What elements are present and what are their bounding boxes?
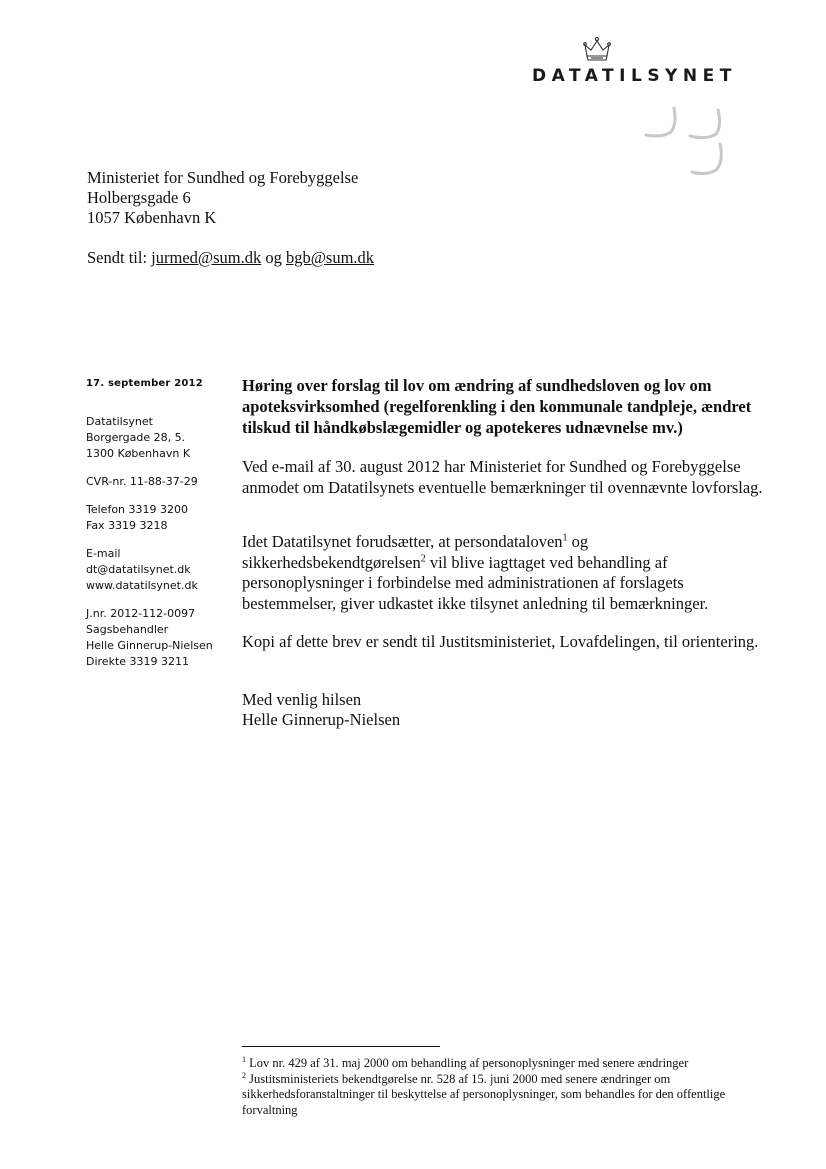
website-link[interactable]: www.datatilsynet.dk <box>86 579 198 592</box>
sent-to-connector: og <box>265 248 282 267</box>
case-number: J.nr. 2012-112-0097 <box>86 607 196 620</box>
paragraph-text: og sikkerhedsbekendtgørelsen <box>242 532 589 572</box>
case-handler-name: Helle Ginnerup-Nielsen <box>86 639 213 652</box>
crown-icon <box>582 36 612 64</box>
direct-phone: Direkte 3319 3211 <box>86 655 190 668</box>
footnote-item <box>242 1072 770 1119</box>
phone-block <box>86 502 226 534</box>
footnote-item <box>242 1056 770 1072</box>
case-handler-label: Sagsbehandler <box>86 623 169 636</box>
email-label: E-mail <box>86 547 121 560</box>
footnotes <box>242 1056 770 1118</box>
contact-block <box>86 546 226 594</box>
email-link-jurmed[interactable]: jurmed@sum.dk <box>151 248 262 267</box>
recipient-line: Holbergsgade 6 <box>87 188 191 207</box>
letter-subject: Høring over forslag til lov om ændring af sundhedsloven og lov om apoteksvirksomhed (regelforenkling i den kommunale tandpleje, ændret tilskud til håndkøbslægemidler og apotekeres udnævnelse mv.) <box>242 376 752 437</box>
phone-line: Telefon 3319 3200 <box>86 503 188 516</box>
sender-address <box>86 414 226 462</box>
paragraph-text: vil blive iagttaget ved behandling af personoplysninger i forbindelse med administrationen af forslagets bestemmelser, giver udkastet ikke tilsynet anledning til bemærkninger. <box>242 552 709 613</box>
logo-swoosh-icon <box>628 104 728 184</box>
recipient-address <box>87 168 358 228</box>
body-paragraph-1: Ved e-mail af 30. august 2012 har Ministeriet for Sundhed og Forebyggelse anmodet om Datatilsynets eventuelle bemærkninger til ovennævnte lovforslag. <box>242 457 763 497</box>
footnote-number: 1 <box>242 1054 246 1064</box>
sender-email-link[interactable]: dt@datatilsynet.dk <box>86 563 191 576</box>
sent-to-line <box>87 248 374 268</box>
footnote-ref: 1 <box>562 532 568 544</box>
letter-closing <box>242 690 400 730</box>
recipient-line: Ministeriet for Sundhed og Forebyggelse <box>87 168 359 187</box>
cvr-text: CVR-nr. 11-88-37-29 <box>86 475 198 488</box>
footnote-text: Justitsministeriets bekendtgørelse nr. 528 af 15. juni 2000 med senere ændringer om sikkerhedsforanstaltninger til beskyttelse af personoplysninger, som behandles for den offentlige forvaltning <box>242 1071 726 1117</box>
footnote-text: Lov nr. 429 af 31. maj 2000 om behandling af personoplysninger med senere ændringer <box>246 1056 689 1070</box>
signatory-name: Helle Ginnerup-Nielsen <box>242 710 401 729</box>
logo-wordmark: DATATILSYNET <box>532 66 737 86</box>
footnote-ref: 2 <box>420 553 426 564</box>
sender-sidebar <box>86 376 226 682</box>
body-paragraph-3: Kopi af dette brev er sendt til Justitsministeriet, Lovafdelingen, til orientering. <box>242 632 759 651</box>
body-paragraph-2 <box>242 532 770 614</box>
footnote-divider <box>242 1046 440 1047</box>
cvr-number <box>86 474 226 490</box>
paragraph-text: Idet Datatilsynet forudsætter, at persondataloven <box>242 532 563 551</box>
letter-date: 17. september 2012 <box>86 378 203 389</box>
sender-address-line: 1300 København K <box>86 447 191 460</box>
case-block <box>86 606 226 670</box>
sender-address-line: Borgergade 28, 5. <box>86 431 186 444</box>
sent-to-label: Sendt til: <box>87 248 148 267</box>
email-link-bgb[interactable]: bgb@sum.dk <box>285 248 375 267</box>
footnote-number: 2 <box>242 1070 246 1080</box>
fax-line: Fax 3319 3218 <box>86 519 168 532</box>
sender-address-line: Datatilsynet <box>86 415 153 428</box>
closing-phrase: Med venlig hilsen <box>242 690 362 709</box>
recipient-line: 1057 København K <box>87 208 217 227</box>
